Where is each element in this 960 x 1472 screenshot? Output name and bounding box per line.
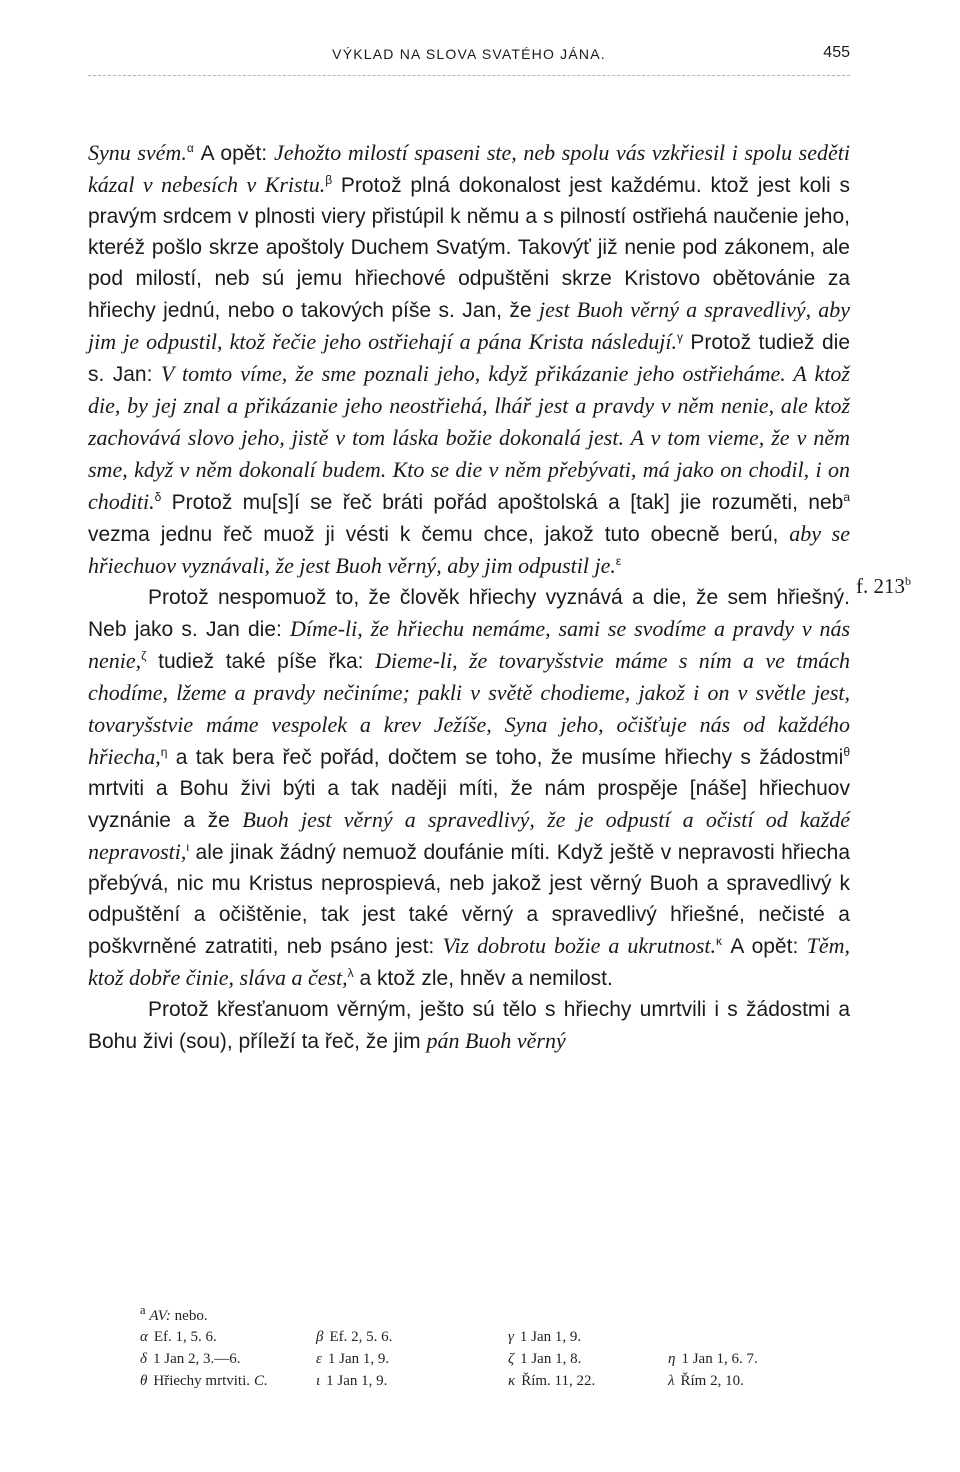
footnote-reference: 1 Jan 2, 3.—6. xyxy=(152,1351,241,1367)
footnote-entry xyxy=(316,1373,387,1390)
footnote-mark: a xyxy=(843,490,850,504)
footnote-mark: ζ xyxy=(141,649,147,663)
italic-quotation: Dieme-li, že tovaryšstvie máme s ním a ve tmách chodíme, lžeme a pravdy nečiníme; pakli v světě chodieme, jakož i on v světle jest, tovaryšstvie máme vespolek a krev Ježíše, Syna jeho, očišťuje nás od každého hřiecha, xyxy=(88,648,850,769)
footnote-entry xyxy=(508,1373,595,1390)
body-text xyxy=(88,137,850,1057)
paragraph xyxy=(88,582,850,994)
critical-footnote-siglum: AV: xyxy=(149,1308,171,1324)
critical-footnote xyxy=(140,1303,860,1329)
footnote-mark: α xyxy=(186,141,194,155)
italic-quotation: Viz dobrotu božie a ukrutnost. xyxy=(442,933,717,958)
footnote-entry xyxy=(668,1373,744,1390)
footnote-glyph: λ xyxy=(668,1373,675,1389)
critical-footnote-text: nebo. xyxy=(174,1308,208,1324)
footnote-reference: Řím. 11, 22. xyxy=(521,1373,596,1389)
footnote-reference: Ef. 2, 5. 6. xyxy=(329,1329,393,1345)
footnote-reference: Ef. 1, 5. 6. xyxy=(153,1329,217,1345)
italic-quotation: Synu svém. xyxy=(88,140,187,165)
footnotes xyxy=(140,1303,860,1395)
footnote-glyph: ι xyxy=(316,1373,321,1389)
footnote-mark: θ xyxy=(843,745,850,759)
footnote-glyph: ζ xyxy=(508,1351,515,1367)
footnote-entry xyxy=(508,1351,581,1368)
reference-footnotes xyxy=(140,1329,860,1395)
footnote-glyph: δ xyxy=(140,1351,147,1367)
text-run: Protož tudiež die s. Jan: xyxy=(88,331,850,386)
footnote-glyph: α xyxy=(140,1329,148,1345)
paragraph xyxy=(88,137,850,582)
footnote-entry xyxy=(316,1329,392,1346)
footnote-mark: η xyxy=(160,745,168,759)
text-run: Protož křesťanuom věrným, ješto sú tělo s hřiechy umrtvili i s žádostmi a Bohu živi (sou), příleží ta řeč, že jim xyxy=(88,998,850,1053)
footnote-reference: 1 Jan 1, 9. xyxy=(519,1329,582,1345)
running-head xyxy=(88,46,850,70)
footnote-reference: Hřiechy mrtviti. xyxy=(153,1373,251,1389)
footnote-mark: δ xyxy=(154,490,162,504)
text-run: Protož mu[s]í se řeč bráti pořád apoštolská a [tak] jie rozuměti, neb xyxy=(161,491,844,514)
italic-quotation: Díme-li, že hřiechu nemáme, sami se svodíme a pravdy v nás nenie, xyxy=(88,616,851,673)
footnote-row xyxy=(140,1351,860,1373)
italic-quotation: aby se hřiechuov vyznávali, že jest Buoh věrný, aby jim odpustil je. xyxy=(88,521,850,578)
footnote-reference: Řím 2, 10. xyxy=(680,1373,744,1389)
text-run: Protož plná dokonalost jest každému. ktož jest koli s pravým srdcem v plnosti viery přistúpil k němu a s pilností ostřiehá naučenie jeho, kteréž pošlo skrze apoštoly Duchem Svatým. Takovýť již nenie pod zákonem, ale pod milostí, neb sú jemu hřiechové odpuštěni skrze Kristovo obětovánie za hřiechy jednú, nebo o takových píše s. Jan, že xyxy=(88,174,850,322)
footnote-glyph: η xyxy=(668,1351,676,1367)
italic-quotation: Těm, ktož dobře činie, sláva a čest, xyxy=(88,933,851,990)
italic-quotation: jest Buoh věrný a spravedlivý, aby jim je odpustil, ktož řečie jeho ostřiehají a pána Krista následují. xyxy=(88,297,851,354)
footnote-entry xyxy=(508,1329,581,1346)
footnote-siglum: C. xyxy=(254,1373,268,1389)
footnote-glyph: γ xyxy=(508,1329,514,1345)
critical-footnote-mark: a xyxy=(140,1303,146,1317)
footnote-reference: 1 Jan 1, 9. xyxy=(326,1373,388,1389)
header-rule xyxy=(88,75,850,76)
footnote-row xyxy=(140,1329,860,1351)
running-title: VÝKLAD NA SLOVA SVATÉHO JÁNA. xyxy=(332,46,606,62)
footnote-glyph: β xyxy=(316,1329,324,1345)
footnote-mark: ε xyxy=(615,554,622,568)
italic-quotation: pán Buoh věrný xyxy=(426,1028,566,1053)
footnote-reference: 1 Jan 1, 8. xyxy=(520,1351,582,1367)
page-number: 455 xyxy=(823,44,850,61)
footnote-reference: 1 Jan 1, 9. xyxy=(327,1351,390,1367)
italic-quotation: Buoh jest věrný a spravedlivý, že je odpustí a očistí od každé nepravosti, xyxy=(88,807,850,864)
footnote-glyph: θ xyxy=(140,1373,148,1389)
text-run: vezma jednu řeč muož ji vésti k čemu chce, jakož tuto obecně berú, xyxy=(88,523,790,546)
footnote-reference: 1 Jan 1, 6. 7. xyxy=(681,1351,758,1367)
text-run: a ktož zle, hněv a nemilost. xyxy=(353,967,613,990)
footnote-entry xyxy=(140,1351,240,1368)
italic-quotation: Jehožto milostí spaseni ste, neb spolu vás vzkřiesil i spolu seděti kázal v nebesích v Kristu. xyxy=(88,140,850,197)
footnote-entry xyxy=(668,1351,758,1368)
footnote-mark: ι xyxy=(186,840,190,854)
text-run: tudiež také píše řka: xyxy=(146,650,376,673)
footnote-glyph: κ xyxy=(508,1373,516,1389)
footnote-entry xyxy=(316,1351,389,1368)
footnote-entry xyxy=(140,1373,268,1390)
folio-number: f. 213 xyxy=(856,574,905,598)
text-run: A opět: xyxy=(193,142,275,165)
footnote-mark: κ xyxy=(716,934,723,948)
text-run: a tak bera řeč pořád, dočtem se toho, že musíme hřiechy s žádostmi xyxy=(167,746,844,769)
footnote-mark: β xyxy=(325,173,333,187)
footnote-entry xyxy=(140,1329,217,1346)
folio-margin-note xyxy=(856,574,911,599)
footnote-glyph: ε xyxy=(316,1351,322,1367)
folio-side: b xyxy=(905,574,911,588)
paragraph xyxy=(88,994,850,1057)
text-run: Protož nespomuož to, že člověk hřiechy vyznává a die, že sem hřiešný. Neb jako s. Jan die: xyxy=(88,586,850,641)
text-run: mrtviti a Bohu živi býti a tak naději míti, že nám prospěje [náše] hřiechuov vyznánie a že xyxy=(88,777,850,832)
footnote-row xyxy=(140,1373,860,1395)
text-run: ale jinak žádný nemuož doufánie míti. Když ještě v nepravosti hřiecha přebývá, nic mu Kristus neprospievá, neb jakož jest věrný Buoh a spravedlivý k odpuštění a očištěnie, tak jest také věrný a spravedlivý hřiešné, nečisté a poškvrněné zatratiti, neb psáno jest: xyxy=(88,841,850,958)
footnote-mark: γ xyxy=(677,330,683,344)
italic-quotation: V tomto víme, že sme poznali jeho, když přikázanie jeho ostřieháme. A ktož die, by jej znal a přikázanie jeho neostřiehá, lhář jest a pravdy v něm nenie, ale ktož zachovává slovo jeho, jistě v tom láska božie dokonalá jest. A v tom vieme, že v něm sme, když v něm dokonalí budem. Kto se die v něm přebývati, má jako on chodil, i on choditi. xyxy=(88,361,850,514)
footnote-mark: λ xyxy=(347,966,354,980)
text-run: A opět: xyxy=(722,935,807,958)
